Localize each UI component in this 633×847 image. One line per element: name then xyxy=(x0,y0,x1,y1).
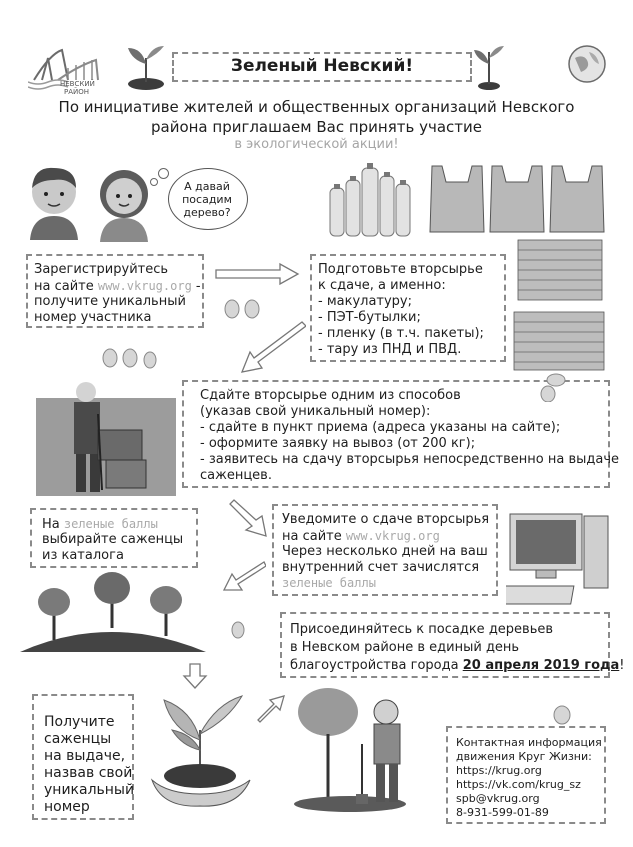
arrow-down-right-icon xyxy=(228,498,268,538)
event-date: 20 апреля 2019 года xyxy=(462,658,620,673)
contacts-email-link[interactable]: spb@vkrug.org xyxy=(456,792,540,805)
leaf-icon xyxy=(536,372,576,402)
register-website-link[interactable]: www.vkrug.org xyxy=(97,279,192,293)
deliver-item: - заявитесь на сдачу вторсырья непосредственно на выдаче xyxy=(200,452,620,467)
worker-with-boxes xyxy=(36,378,176,496)
page-title: Зеленый Невский! xyxy=(230,56,414,76)
leaf-icon xyxy=(222,298,262,320)
globe-leaf-icon xyxy=(567,44,607,84)
arrow-down-left-icon xyxy=(222,558,266,592)
notify-line5: зеленые баллы xyxy=(282,576,376,590)
join-line3-suffix: ! xyxy=(619,658,625,673)
register-line2-prefix: на сайте xyxy=(34,279,98,294)
trees-on-hill xyxy=(20,570,206,652)
points-line1-prefix: На xyxy=(42,517,64,532)
leaf-icon xyxy=(100,346,160,370)
plastic-bags xyxy=(428,158,608,234)
join-line3-prefix: благоустройства города xyxy=(290,658,463,673)
deliver-line1: Сдайте вторсырье одним из способов xyxy=(200,388,461,403)
leaf-icon xyxy=(228,620,248,640)
prepare-item: - пленку (в т.ч. пакеты); xyxy=(318,326,484,341)
contacts-line1: Контактная информация xyxy=(456,736,602,749)
receive-line4: назвав свой xyxy=(44,765,133,781)
register-line4: номер участника xyxy=(34,310,152,325)
prepare-item: - тару из ПНД и ПВД. xyxy=(318,342,462,357)
thought-dot xyxy=(150,178,158,186)
computer xyxy=(506,506,610,610)
join-line1: Присоединяйтесь к посадке деревьев xyxy=(290,622,554,637)
contacts-vk-link[interactable]: https://vk.com/krug_sz xyxy=(456,778,581,791)
green-points-label: зеленые баллы xyxy=(63,517,158,531)
arrow-down-icon xyxy=(182,662,208,690)
register-line3: получите уникальный xyxy=(34,294,186,309)
register-line2 xyxy=(34,278,201,295)
contacts-website-link[interactable]: https://krug.org xyxy=(456,764,542,777)
join-line2: в Невском районе в единый день xyxy=(290,640,520,655)
notify-website-link[interactable]: www.vkrug.org xyxy=(345,529,440,543)
arrow-up-right-icon xyxy=(256,694,286,724)
notify-line2-prefix: на сайте xyxy=(282,529,346,544)
speech-line3: дерево? xyxy=(183,206,231,219)
prepare-item: - макулатуру; xyxy=(318,294,413,309)
join-line3 xyxy=(290,658,625,674)
deliver-item-tail: саженцев. xyxy=(200,468,272,483)
plastic-bottles xyxy=(326,158,418,240)
points-line3: из каталога xyxy=(42,548,124,563)
notify-line4: внутренний счет зачислятся xyxy=(282,560,480,575)
seedling-icon xyxy=(472,42,506,92)
logo-text-line1: НЕВСКИЙ xyxy=(60,80,95,88)
deliver-item: - оформите заявку на вывоз (от 200 кг); xyxy=(200,436,476,451)
points-line1 xyxy=(42,516,158,533)
receive-line5: уникальный xyxy=(44,782,135,798)
arrow-right-icon xyxy=(214,262,300,286)
girl-face xyxy=(94,162,154,242)
hands-with-seedling xyxy=(142,690,260,810)
points-line2: выбирайте саженцы xyxy=(42,532,184,547)
deliver-item: - сдайте в пункт приема (адреса указаны на сайте); xyxy=(200,420,561,435)
boy-face xyxy=(24,160,84,240)
speech-line1: А давай xyxy=(184,180,230,193)
arrow-down-left-icon xyxy=(240,318,306,374)
receive-line1: Получите xyxy=(44,714,115,730)
register-line2-suffix: - xyxy=(191,279,201,294)
receive-line3: на выдаче, xyxy=(44,748,126,764)
leaf-icon xyxy=(548,704,576,726)
prepare-line2: к сдаче, а именно: xyxy=(318,278,446,293)
deliver-line2: (указав свой уникальный номер): xyxy=(200,404,431,419)
speech-line2: посадим xyxy=(182,193,232,206)
thought-dot xyxy=(158,168,169,179)
seedling-icon xyxy=(122,42,170,92)
register-line1: Зарегистрируйтесь xyxy=(34,262,169,277)
intro-line1: По инициативе жителей и общественных организаций Невского xyxy=(58,98,575,116)
receive-line6: номер xyxy=(44,799,90,815)
prepare-item: - ПЭТ-бутылки; xyxy=(318,310,421,325)
intro-line2: района приглашаем Вас принять участие xyxy=(150,118,483,136)
intro-line3: в экологической акции! xyxy=(234,137,399,152)
notify-line1: Уведомите о сдаче вторсырья xyxy=(282,512,490,527)
receive-line2: саженцы xyxy=(44,731,112,747)
contacts-line2: движения Круг Жизни: xyxy=(456,750,592,763)
prepare-line1: Подготовьте вторсырье xyxy=(318,262,483,277)
notify-line3: Через несколько дней на ваш xyxy=(282,544,488,559)
contacts-phone: 8-931-599-01-89 xyxy=(456,806,549,819)
notify-line2 xyxy=(282,528,440,545)
man-planting-tree xyxy=(290,684,440,814)
logo-text-line2: РАЙОН xyxy=(64,88,90,96)
paper-stack xyxy=(512,236,608,376)
